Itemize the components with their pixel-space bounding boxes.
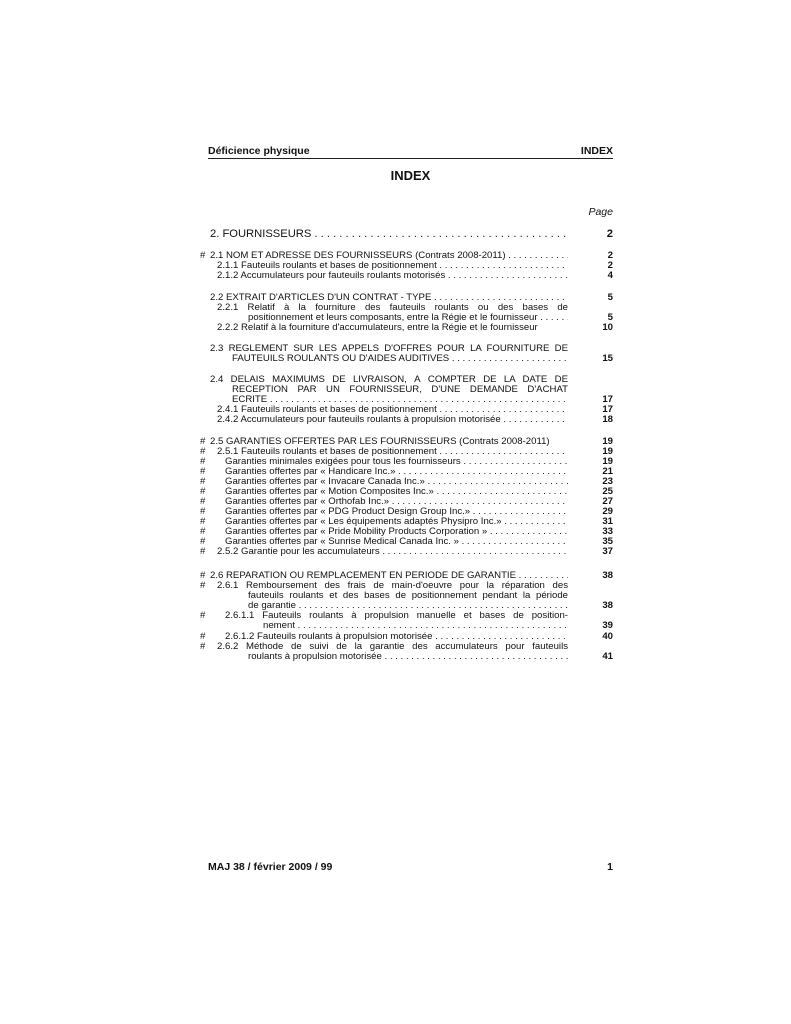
toc-entry: [198, 261, 613, 271]
toc-entry-text: Garanties offertes par « Les équipements adaptés Physipro Inc.» . . .: [225, 517, 568, 527]
toc-entry-text: 2.2 EXTRAIT D'ARTICLES D'UN CONTRAT - TYPE . . .: [210, 293, 568, 303]
toc-entry-text: RÉCEPTION PAR UN FOURNISSEUR, D'UNE DEMANDE D'ACHAT: [232, 385, 568, 395]
revision-mark: #: [200, 631, 206, 642]
toc-entry: [198, 344, 613, 354]
toc-entry: [198, 527, 613, 537]
toc-entry: [198, 467, 613, 477]
toc-entry: [198, 313, 613, 323]
toc-entry: [198, 303, 613, 313]
toc-entry-text: Garanties offertes par « Motion Composites Inc.» . . .: [225, 487, 568, 497]
toc-entry: [198, 323, 613, 333]
revision-mark: #: [200, 536, 206, 547]
toc-entry-text: 2.2.2 Relatif à la fourniture d'accumulateurs, entre la Régie et le fournisseur: [217, 323, 538, 333]
toc-entry: [198, 632, 613, 642]
toc-entry-text: Garanties offertes par « Orthofab Inc.» . . .: [225, 497, 568, 507]
toc-entry-text: 2.6.2 Méthode de suivi de la garantie des accumulateurs pour fauteuils: [217, 642, 568, 652]
revision-mark: #: [200, 610, 206, 621]
toc-entry-text: Garanties offertes par « Pride Mobility Products Corporation » . . .: [225, 527, 568, 537]
toc-entry: [198, 547, 613, 557]
running-header-title: Déficience physique: [208, 145, 310, 157]
toc-entry-page: 37: [602, 546, 613, 557]
revision-mark: #: [200, 641, 206, 652]
footer-revision: MAJ 38 / février 2009 / 99: [208, 861, 333, 873]
toc-entry-page: 27: [602, 496, 613, 507]
toc-entry-text: nement . . .: [263, 621, 568, 631]
revision-mark: #: [200, 526, 206, 537]
toc-entry-text: 2.6.1 Remboursement des frais de main-d'oeuvre pour la réparation des: [217, 581, 568, 591]
toc-entry-page: 41: [602, 651, 613, 662]
toc-entry: [198, 601, 613, 611]
toc-entry: [198, 477, 613, 487]
toc-entry-text: 2. FOURNISSEURS . . .: [210, 228, 568, 240]
toc-entry-page: 19: [602, 436, 613, 447]
revision-mark: #: [200, 476, 206, 487]
toc-entry-page: 2: [607, 250, 613, 261]
toc-entry-page: 40: [602, 631, 613, 642]
toc-entry: [198, 487, 613, 497]
toc-entry-page: 15: [602, 353, 613, 364]
toc-entry-text: positionnement et leurs composants, entre la Régie et le fournisseur . . .: [248, 313, 568, 323]
toc-entry: [198, 415, 613, 425]
toc-entry-text: 2.4 DÉLAIS MAXIMUMS DE LIVRAISON, À COMPTER DE LA DATE DE: [210, 375, 568, 385]
toc-entry-text: fauteuils roulants et des bases de positionnement pendant la période: [248, 591, 568, 601]
toc-entry: [198, 457, 613, 467]
toc-entry: [198, 395, 613, 405]
revision-mark: #: [200, 446, 206, 457]
toc-entry-text: Garanties offertes par « Handicare Inc.» . . .: [225, 467, 568, 477]
toc-entry-text: Garanties minimales exigées pour tous les fournisseurs . . .: [225, 457, 568, 467]
toc-entry-text: 2.5.2 Garantie pour les accumulateurs . . .: [217, 547, 568, 557]
revision-mark: #: [200, 516, 206, 527]
revision-mark: #: [200, 506, 206, 517]
revision-mark: #: [200, 456, 206, 467]
footer-page-number: 1: [607, 861, 613, 873]
toc-entry-page: 4: [607, 270, 613, 281]
toc-entry-page: 10: [602, 322, 613, 333]
toc-entry: [198, 405, 613, 415]
toc-entry: [198, 375, 613, 385]
revision-mark: #: [200, 496, 206, 507]
toc-entry-text: Garanties offertes par « Sunrise Medical Canada Inc. » . . .: [225, 537, 568, 547]
toc-entry-text: 2.1 NOM ET ADRESSE DES FOURNISSEURS (Contrats 2008-2011) . . .: [210, 251, 568, 261]
toc-entry-page: 31: [602, 516, 613, 527]
toc-entry-text: ÉCRITE . . .: [232, 395, 568, 405]
toc-entry: [198, 354, 613, 364]
toc-entry: [198, 652, 613, 662]
revision-mark: #: [200, 546, 206, 557]
toc-entry-page: 17: [602, 394, 613, 405]
toc-entry-text: Garanties offertes par « PDG Product Design Group Inc.» . . .: [225, 507, 568, 517]
toc-entry-page: 19: [602, 446, 613, 457]
toc-entry: [198, 271, 613, 281]
toc-entry: [198, 251, 613, 261]
toc-entry-page: 35: [602, 536, 613, 547]
toc-entry-page: 25: [602, 486, 613, 497]
toc-entry-text: 2.1.2 Accumulateurs pour fauteuils roulants motorisés . . .: [217, 271, 568, 281]
toc-entry-text: 2.5 GARANTIES OFFERTES PAR LES FOURNISSEURS (Contrats 2008-2011): [210, 437, 550, 447]
toc-entry: [198, 517, 613, 527]
toc-entry-text: de garantie . . .: [248, 601, 568, 611]
toc-entry-page: 18: [602, 414, 613, 425]
page-title: INDEX: [390, 168, 431, 183]
toc-entry: [198, 293, 613, 303]
revision-mark: #: [200, 570, 206, 581]
toc-entry-page: 38: [602, 600, 613, 611]
revision-mark: #: [200, 486, 206, 497]
toc-entry: [198, 642, 613, 652]
revision-mark: #: [200, 250, 206, 261]
toc-entry: [198, 385, 613, 395]
toc-entry-text: 2.4.1 Fauteuils roulants et bases de positionnement . . .: [217, 405, 568, 415]
toc-entry-text: FAUTEUILS ROULANTS OU D'AIDES AUDITIVES . . .: [232, 354, 568, 364]
revision-mark: #: [200, 436, 206, 447]
toc-entry-page: 23: [602, 476, 613, 487]
toc-entry-text: 2.2.1 Relatif à la fourniture des fauteuils roulants ou des bases de: [217, 303, 568, 313]
toc-entry: [198, 571, 613, 581]
toc-entry-page: 39: [602, 620, 613, 631]
toc-entry: [198, 437, 613, 447]
toc-entry-page: 2: [607, 260, 613, 271]
toc-entry-text: 2.3 RÈGLEMENT SUR LES APPELS D'OFFRES POUR LA FOURNITURE DE: [210, 344, 568, 354]
revision-mark: #: [200, 580, 206, 591]
toc-entry-page: 33: [602, 526, 613, 537]
toc-entry-page: 5: [607, 312, 613, 323]
running-header-section: INDEX: [580, 145, 613, 157]
toc-entry-text: 2.6 RÉPARATION OU REMPLACEMENT EN PÉRIODE DE GARANTIE . . .: [210, 571, 568, 581]
toc-entry: [198, 537, 613, 547]
toc-entry-page: 29: [602, 506, 613, 517]
toc-entry-page: 38: [602, 570, 613, 581]
toc-entry: [198, 507, 613, 517]
toc-entry-page: 5: [607, 292, 613, 303]
toc-entry-page: 21: [602, 466, 613, 477]
toc-entry: [198, 497, 613, 507]
toc-entry-text: 2.1.1 Fauteuils roulants et bases de positionnement . . .: [217, 261, 568, 271]
toc-entry-page: 17: [602, 404, 613, 415]
toc-entry: [198, 621, 613, 631]
toc-entry-text: roulants à propulsion motorisée . . .: [248, 652, 568, 662]
toc-entry-text: 2.5.1 Fauteuils roulants et bases de positionnement . . .: [217, 447, 568, 457]
toc-entry: [198, 591, 613, 601]
page-column-label: Page: [588, 206, 613, 218]
toc-entry-text: 2.6.1.1 Fauteuils roulants à propulsion manuelle et bases de position-: [225, 611, 568, 621]
header-rule: [208, 158, 613, 159]
toc-entry: [198, 447, 613, 457]
toc-entry-text: 2.6.1.2 Fauteuils roulants à propulsion motorisée . . .: [225, 632, 568, 642]
toc-entry-page: 2: [606, 228, 613, 240]
toc-entry-text: 2.4.2 Accumulateurs pour fauteuils roulants à propulsion motorisée . . .: [217, 415, 568, 425]
toc-entry-text: Garanties offertes par « Invacare Canada Inc.» . . .: [225, 477, 568, 487]
toc-entry: [198, 581, 613, 591]
toc-entry: [198, 228, 613, 240]
toc-entry-page: 19: [602, 456, 613, 467]
toc-entry: [198, 611, 613, 621]
revision-mark: #: [200, 466, 206, 477]
